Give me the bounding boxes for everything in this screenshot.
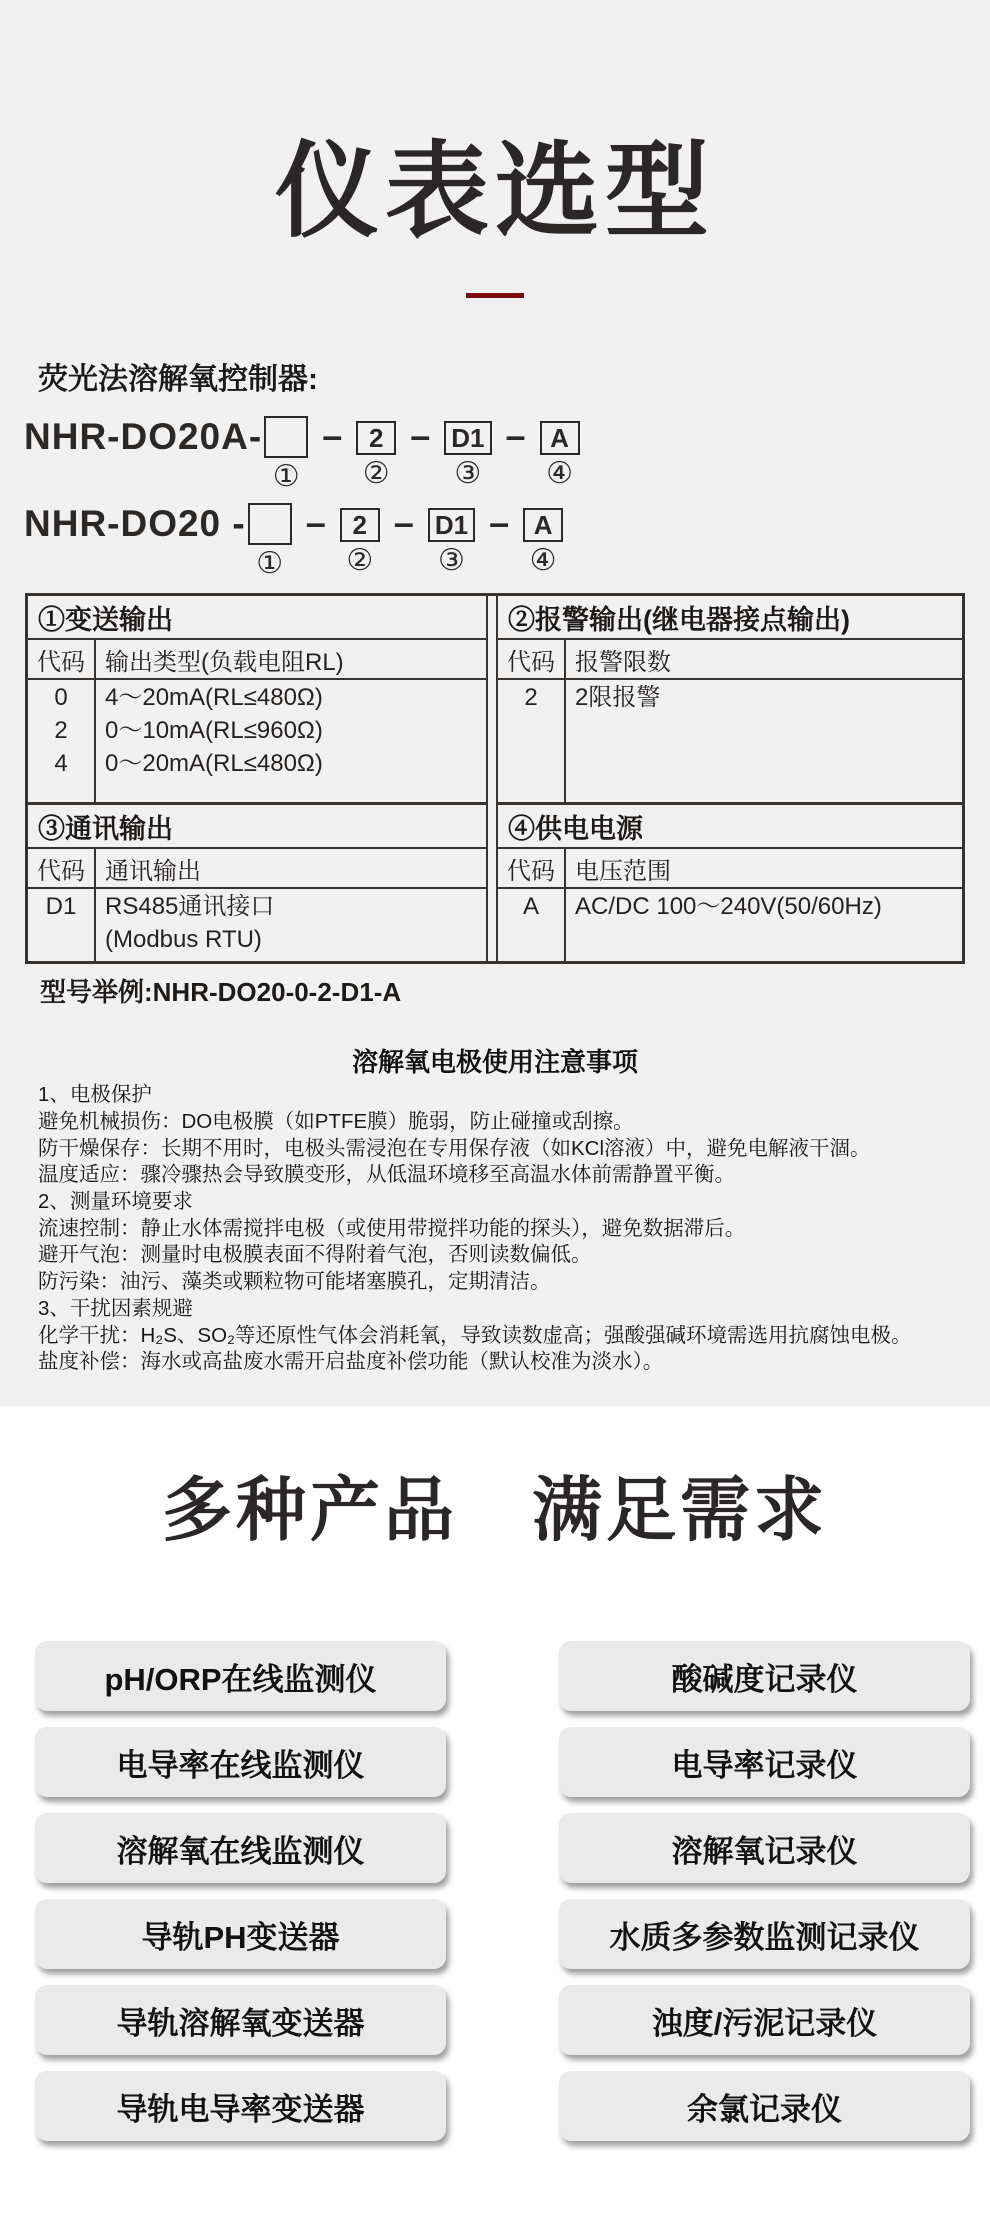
model-slot (356, 416, 396, 490)
table-center-gap (488, 596, 496, 961)
table-data-area (498, 680, 962, 805)
slot-number-4-icon: ④ (546, 457, 573, 491)
notes-heading: 溶解氧电极使用注意事项 (351, 1047, 638, 1078)
model-code-diagram (24, 416, 990, 580)
col-header-code: 代码 (498, 849, 566, 887)
col-header-code: 代码 (28, 640, 96, 678)
code-value: D1 (45, 893, 77, 921)
note-line: 流速控制：静止水体需搅拌电极（或使用带搅拌功能的探头），避免数据滞后。 (38, 1216, 746, 1240)
desc-value: AC/DC 100～240V(50/60Hz) (575, 893, 882, 921)
col-header-comm-output: 通讯输出 (105, 857, 201, 885)
product-button-chlorine-recorder[interactable]: 余氯记录仪 (559, 2071, 970, 2141)
model-slot-box: 2 (356, 421, 396, 455)
model-prefix: NHR-DO20A- (24, 416, 263, 458)
model-slot (444, 416, 491, 490)
table-right-half (496, 596, 962, 961)
dash-separator: – (322, 415, 343, 457)
code-column (28, 680, 96, 802)
model-example: 型号举例:NHR-DO20-0-2-D1-A (40, 977, 402, 1008)
dash-separator: – (393, 502, 414, 544)
model-slot (248, 503, 292, 580)
product-button-rail-ph-transmitter[interactable]: 导轨PH变送器 (35, 1899, 446, 1969)
model-slot-box: A (540, 421, 580, 455)
product-button-grid (35, 1641, 990, 2141)
model-line-1 (24, 416, 990, 493)
product-button-ph-recorder[interactable]: 酸碱度记录仪 (559, 1641, 970, 1711)
desc-value: 4～20mA(RL≤480Ω) (105, 684, 323, 712)
slot-number-3-icon: ③ (454, 457, 482, 491)
note-line: 防干燥保存：长期不用时，电极头需浸泡在专用保存液（如KCl溶液）中，避免电解液干涸。 (38, 1136, 871, 1160)
products-section (0, 1406, 990, 2219)
model-slot (428, 503, 475, 577)
desc-value: (Modbus RTU) (105, 926, 262, 954)
desc-value: RS485通讯接口 (105, 893, 275, 921)
col-header-output-type: 输出类型(负载电阻RL) (105, 648, 344, 676)
desc-value: 0～20mA(RL≤480Ω) (105, 750, 323, 778)
desc-column (96, 680, 486, 802)
table-subheader (28, 849, 486, 889)
slot-number-1-icon: ① (272, 460, 300, 494)
dash-separator: – (489, 502, 510, 544)
col-header-code: 代码 (498, 640, 566, 678)
slot-number-2-icon: ② (346, 544, 374, 578)
section-header-alarm: ②报警输出(继电器接点输出) (498, 596, 962, 640)
model-slot (523, 503, 563, 577)
product-button-rail-do-transmitter[interactable]: 导轨溶解氧变送器 (35, 1985, 446, 2055)
product-button-turbidity-recorder[interactable]: 浊度/污泥记录仪 (559, 1985, 970, 2055)
controller-subtitle: 荧光法溶解氧控制器: (38, 363, 318, 397)
slot-number-2-icon: ② (362, 457, 390, 491)
product-button-multiparam-recorder[interactable]: 水质多参数监测记录仪 (559, 1899, 970, 1969)
product-button-conductivity-monitor[interactable]: 电导率在线监测仪 (35, 1727, 446, 1797)
product-button-do-recorder[interactable]: 溶解氧记录仪 (559, 1813, 970, 1883)
table-data-area (28, 889, 486, 961)
note-line: 温度适应：骤冷骤热会导致膜变形，从低温环境移至高温水体前需静置平衡。 (38, 1163, 735, 1187)
code-column (28, 889, 96, 961)
slot-number-3-icon: ③ (437, 544, 465, 578)
table-left-half (28, 596, 488, 961)
code-value: 4 (54, 750, 68, 778)
dash-separator: – (410, 415, 431, 457)
slot-number-1-icon: ① (256, 547, 284, 581)
table-subheader (498, 640, 962, 680)
products-heading: 多种产品 满足需求 (162, 1471, 828, 1549)
code-column (498, 889, 566, 961)
model-prefix: NHR-DO20 - (24, 503, 246, 545)
model-slot-box: D1 (428, 508, 475, 542)
table-subheader (498, 849, 962, 889)
section-header-communication: ③通讯输出 (28, 805, 486, 849)
product-button-ph-orp-monitor[interactable]: pH/ORP在线监测仪 (35, 1641, 446, 1711)
model-slot-box: D1 (444, 421, 491, 455)
ordering-code-table (25, 593, 965, 964)
slot-number-4-icon: ④ (529, 544, 557, 578)
code-value: 0 (54, 684, 68, 712)
model-slot-box-empty (264, 416, 308, 458)
section-header-power: ④供电电源 (498, 805, 962, 849)
product-button-do-monitor[interactable]: 溶解氧在线监测仪 (35, 1813, 446, 1883)
note-line: 防污染：油污、藻类或颗粒物可能堵塞膜孔，定期清洁。 (38, 1270, 551, 1294)
note-line: 2、测量环境要求 (38, 1190, 193, 1213)
section-header-transmission: ①变送输出 (28, 596, 486, 640)
dash-separator: – (305, 502, 326, 544)
desc-column (96, 889, 486, 961)
page-title: 仪表选型 (274, 134, 715, 250)
notes-block (38, 1082, 990, 1376)
model-line-2 (24, 503, 990, 580)
table-subheader (28, 640, 486, 680)
col-header-alarm-limits: 报警限数 (575, 648, 671, 676)
note-line: 化学干扰：H₂S、SO₂等还原性气体会消耗氧，导致读数虚高；强酸强碱环境需选用抗腐蚀电极。 (38, 1323, 912, 1347)
note-line: 避开气泡：测量时电极膜表面不得附着气泡，否则读数偏低。 (38, 1243, 592, 1267)
model-slot (264, 416, 308, 493)
model-slot (340, 503, 380, 577)
product-button-conductivity-recorder[interactable]: 电导率记录仪 (559, 1727, 970, 1797)
desc-column (566, 889, 962, 961)
desc-value: 2限报警 (575, 684, 661, 712)
note-line: 盐度补偿：海水或高盐废水需开启盐度补偿功能（默认校准为淡水）。 (38, 1350, 664, 1374)
code-value: A (522, 893, 539, 921)
model-slot-box-empty (248, 503, 292, 545)
note-line: 避免机械损伤：DO电极膜（如PTFE膜）脆弱，防止碰撞或刮擦。 (38, 1109, 634, 1133)
desc-column (566, 680, 962, 802)
code-column (498, 680, 566, 802)
title-underline (466, 293, 524, 298)
table-data-area (28, 680, 486, 805)
desc-value: 0～10mA(RL≤960Ω) (105, 717, 323, 745)
table-data-area (498, 889, 962, 961)
dash-separator: – (505, 415, 526, 457)
note-line: 1、电极保护 (38, 1083, 152, 1107)
col-header-code: 代码 (28, 849, 96, 887)
code-value: 2 (524, 684, 538, 712)
col-header-voltage-range: 电压范围 (575, 857, 671, 885)
note-line: 3、干扰因素规避 (38, 1296, 193, 1320)
model-slot (540, 416, 580, 490)
model-slot-box: 2 (340, 508, 380, 542)
product-button-rail-conductivity-transmitter[interactable]: 导轨电导率变送器 (35, 2071, 446, 2141)
model-slot-box: A (523, 508, 563, 542)
code-value: 2 (54, 717, 68, 745)
